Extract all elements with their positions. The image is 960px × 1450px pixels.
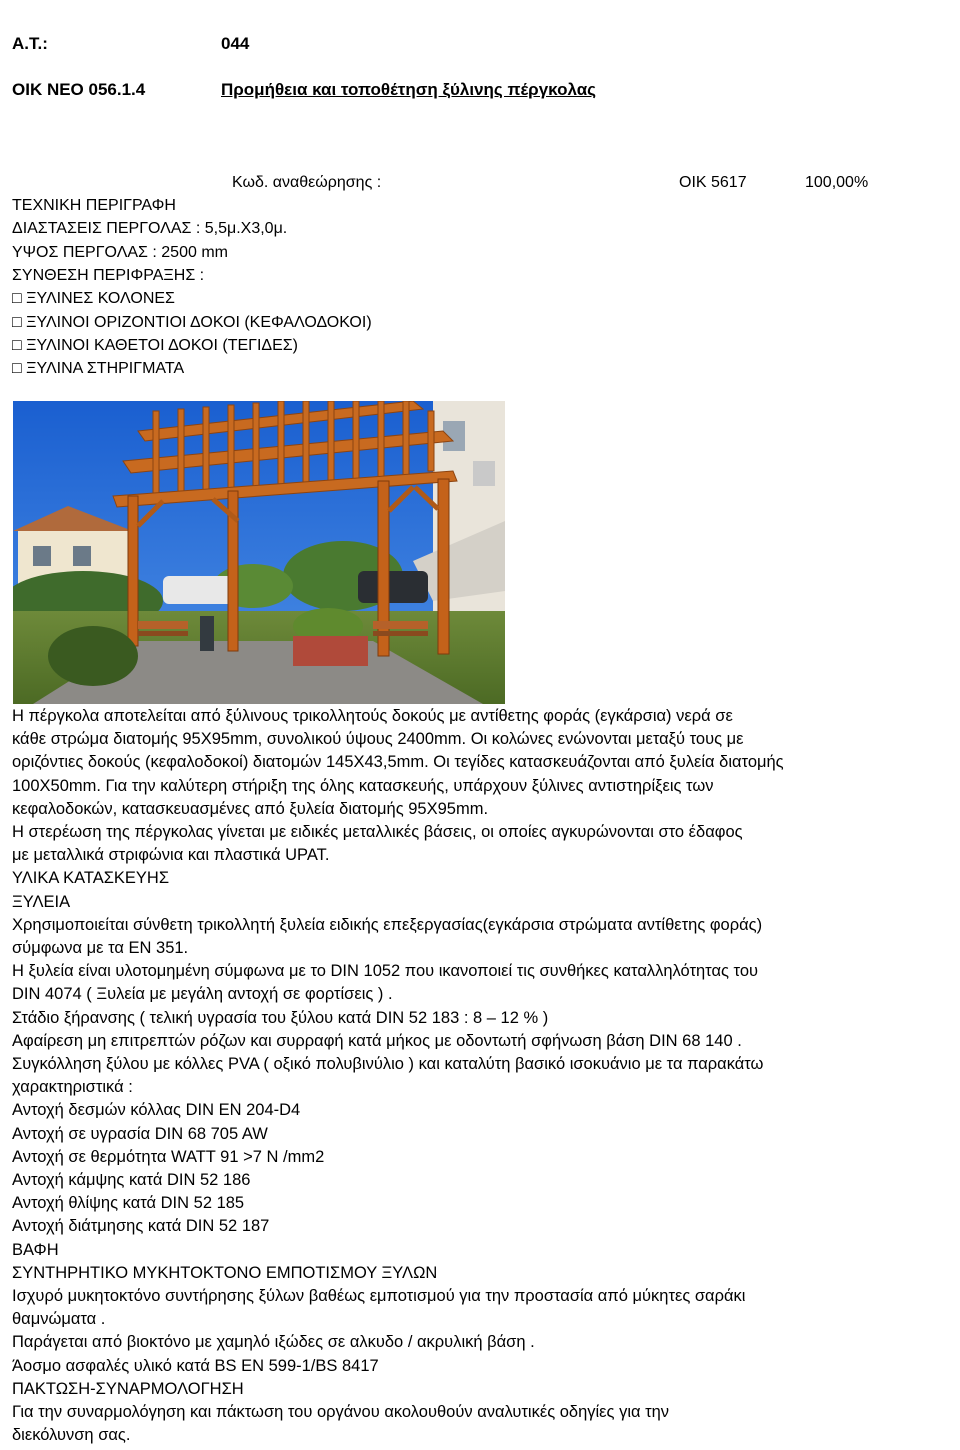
spec-height: ΥΨΟΣ ΠΕΡΓΟΛΑΣ : 2500 mm xyxy=(12,244,228,261)
body-line: 100Χ50mm. Για την καλύτερη στήριξη της όλης κατασκευής, υπάρχουν ξύλινες αντιστηρίξεις των xyxy=(12,776,714,795)
body-line: Αντοχή σε υγρασία DIN 68 705 AW xyxy=(12,1124,268,1143)
body-line: Η στερέωση της πέργκολας γίνεται με ειδικές μεταλλικές βάσεις, οι οποίες αγκυρώνονται στο έδαφος xyxy=(12,823,743,842)
body-line: Αντοχή κάμψης κατά DIN 52 186 xyxy=(12,1171,251,1190)
spec-dimensions: ΔΙΑΣΤΑΣΕΙΣ ΠΕΡΓΟΛΑΣ : 5,5μ.Χ3,0μ. xyxy=(12,220,288,237)
body-line: με μεταλλικά στριφώνια και πλαστικά UPAT. xyxy=(12,846,330,865)
body-line: κεφαλοδοκών, κατασκευασμένες από ξυλεία διατομής 95Χ95mm. xyxy=(12,799,489,818)
body-line: διεκόλυνση σας. xyxy=(12,1426,131,1445)
at-label: Α.Τ.: xyxy=(12,34,48,53)
body-line: Αντοχή θλίψης κατά DIN 52 185 xyxy=(12,1194,245,1213)
body-line: Αφαίρεση μη επιτρεπτών ρόζων και συρραφή κατά μήκος με οδοντωτή σφήνωση βάση DIN 68 140 . xyxy=(12,1031,742,1050)
spec-composition: ΣΥΝΘΕΣΗ ΠΕΡΙΦΡΑΞΗΣ : xyxy=(12,267,205,284)
body-line: Παράγεται από βιοκτόνο με χαμηλό ιξώδες σε αλκυδο / ακρυλική βάση . xyxy=(12,1333,535,1352)
body-line: θαμνώματα . xyxy=(12,1310,106,1329)
body-line: Αντοχή διάτμησης κατά DIN 52 187 xyxy=(12,1217,270,1236)
section-heading-assembly: ΠΑΚΤΩΣΗ-ΣΥΝΑΡΜΟΛΟΓΗΣΗ xyxy=(12,1379,244,1398)
spec-item-horizontal-beams: □ ΞΥΛΙΝΟΙ ΟΡΙΖΟΝΤΙΟΙ ΔΟΚΟΙ (ΚΕΦΑΛΟΔΟΚΟΙ) xyxy=(12,314,372,331)
description-body xyxy=(12,705,942,1448)
item-code: ΟΙΚ ΝΕΟ 056.1.4 xyxy=(12,80,146,99)
body-line: Για την συναρμολόγηση και πάκτωση του οργάνου ακολουθούν αναλυτικές οδηγίες για την xyxy=(12,1403,670,1422)
body-line: Συγκόλληση ξύλου με κόλλες PVA ( οξικό πολυβινύλιο ) και καταλύτη βασικό ισοκυάνιο με τα παρακάτω xyxy=(12,1055,764,1074)
revision-code: ΟΙΚ 5617 xyxy=(679,174,747,191)
at-value: 044 xyxy=(221,34,250,53)
body-line: Η πέργκολα αποτελείται από ξύλινους τρικολλητούς δοκούς με αντίθετης φοράς (εγκάρσια) νερά σε xyxy=(12,707,733,725)
body-line: Χρησιμοποιείται σύνθετη τρικολλητή ξυλεία ειδικής επεξεργασίας(εγκάρσια στρώματα αντίθετης φοράς) xyxy=(12,915,763,934)
revision-percent: 100,00% xyxy=(805,174,869,191)
section-heading-preservative: ΣΥΝΤΗΡΗΤΙΚΟ ΜΥΚΗΤΟΚΤΟΝΟ ΕΜΠΟΤΙΣΜΟΥ ΞΥΛΩΝ xyxy=(12,1263,438,1282)
section-heading-timber: ΞΥΛΕΙΑ xyxy=(12,892,71,911)
body-line: DIN 4074 ( Ξυλεία με μεγάλη αντοχή σε φορτίσεις ) . xyxy=(12,985,393,1004)
spec-item-supports: □ ΞΥΛΙΝΑ ΣΤΗΡΙΓΜΑΤΑ xyxy=(12,360,185,377)
body-line: Αντοχή σε θερμότητα WATT 91 >7 N /mm2 xyxy=(12,1147,325,1166)
section-heading-materials: ΥΛΙΚΑ ΚΑΤΑΣΚΕΥΗΣ xyxy=(12,869,170,888)
body-line: χαρακτηριστικά : xyxy=(12,1078,133,1097)
spec-item-vertical-beams: □ ΞΥΛΙΝΟΙ ΚΑΘΕΤΟΙ ΔΟΚΟΙ (ΤΕΓΙΔΕΣ) xyxy=(12,337,298,354)
body-line: κάθε στρώμα διατομής 95Χ95mm, συνολικού ύψους 2400mm. Οι κολώνες ενώνονται μεταξύ τους με xyxy=(12,730,744,749)
body-line: Αντοχή δεσμών κόλλας DIN EN 204-D4 xyxy=(12,1101,301,1120)
body-line: Ισχυρό μυκητοκτόνο συντήρησης ξύλων βαθέως εμποτισμού για την προστασία από μύκητες σαράκι xyxy=(12,1287,746,1306)
body-line: Η ξυλεία είναι υλοτομημένη σύμφωνα με το DIN 1052 που ικανοποιεί τις συνθήκες καταλληλότητας του xyxy=(12,962,759,981)
spec-heading: ΤΕΧΝΙΚΗ ΠΕΡΙΓΡΑΦΗ xyxy=(12,197,176,214)
revision-label: Κωδ. αναθεώρησης : xyxy=(232,174,382,191)
body-line: Άοσμο ασφαλές υλικό κατά BS EN 599-1/BS 8417 xyxy=(12,1356,379,1375)
body-line: σύμφωνα με τα ΕΝ 351. xyxy=(12,939,189,958)
item-title: Προμήθεια και τοποθέτηση ξύλινης πέργκολας xyxy=(221,80,596,99)
section-heading-paint: ΒΑΦΗ xyxy=(12,1240,59,1259)
body-line: Στάδιο ξήρανσης ( τελική υγρασία του ξύλου κατά DIN 52 183 : 8 – 12 % ) xyxy=(12,1008,549,1027)
pergola-photo xyxy=(13,401,505,704)
body-line: οριζόντιες δοκούς (κεφαλοδοκοί) διατομών 145Χ43,5mm. Οι τεγίδες κατασκευάζονται από ξυλεία διατομής xyxy=(12,753,784,772)
spec-item-columns: □ ΞΥΛΙΝΕΣ ΚΟΛΟΝΕΣ xyxy=(12,290,175,307)
